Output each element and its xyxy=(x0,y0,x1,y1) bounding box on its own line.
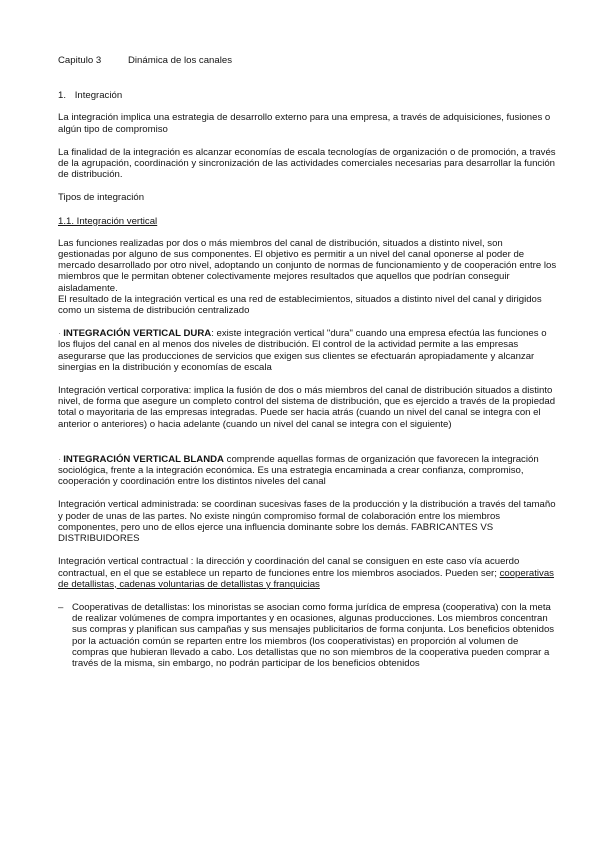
paragraph-finalidad: La finalidad de la integración es alcanzar economías de escala tecnologías de organización o de promoción, a través de la agrupación, coordinación y sincronización de las actividades comerciales necesarias para desarrollar la función de distribución. xyxy=(58,146,556,181)
paragraph-tipos: Tipos de integración xyxy=(58,192,145,204)
section-number: 1. xyxy=(58,90,67,102)
subsection-heading: 1.1. Integración vertical xyxy=(58,215,158,227)
section-heading xyxy=(58,90,557,101)
paragraph-funciones: Las funciones realizadas por dos o más miembros del canal de distribución, situados a distinto nivel, son gestionadas por alguno de sus componentes. El objetivo es permitir a un nivel del canal oponerse al poder de mercado desarrollado por otro nivel, adoptando un conjunto de normas de funcionamiento y de cooperación entre los miembros que le permitan obtener colectivamente mejores resultados que aquellos que podrían conseguir aisladamente. xyxy=(58,237,557,294)
paragraph-administrada: Integración vertical administrada: se coordinan sucesivas fases de la producción y la distribución a través del tamaño y poder de unas de las partes. No existe ningún compromiso formal de colaboración entre los miembros componentes, pero uno de ellos ejerce una influencia dominante sobre los demás. FABRICANTES VS DISTRIBUIDORES xyxy=(58,499,556,545)
paragraph-resultado: El resultado de la integración vertical es una red de establecimientos, situados a distinto nivel del canal y dirigidos como un sistema de distribución centralizado xyxy=(58,293,542,317)
contractual-types: cooperativas de detallistas, cadenas voluntarias de detallistas y franquicias xyxy=(58,567,554,590)
term-vertical-dura: INTEGRACIÓN VERTICAL DURA xyxy=(63,328,212,340)
contractual-text: Integración vertical contractual : la dirección y coordinación del canal se consiguen en este caso vía acuerdo contractual, en el que se establece un reparto de funciones entre los miembros asociados. Pueden ser; xyxy=(58,556,520,579)
list-dash: – xyxy=(58,601,64,613)
bullet-marker: · xyxy=(58,328,62,340)
paragraph-integracion-def: La integración implica una estrategia de desarrollo externo para una empresa, a través de adquisiciones, fusiones o algún tipo de compromiso xyxy=(58,112,551,135)
term-vertical-blanda: INTEGRACIÓN VERTICAL BLANDA xyxy=(63,453,224,465)
list-item-cooperativas xyxy=(58,602,557,669)
page-header xyxy=(58,55,557,66)
chapter-title: Dinámica de los canales xyxy=(128,55,232,66)
section-title: Integración xyxy=(74,90,123,102)
paragraph-contractual xyxy=(58,556,557,590)
cooperativas-text: Cooperativas de detallistas: los minoristas se asocian como forma jurídica de empresa (cooperativa) con la meta de realizar volúmenes de compra importantes y en ocasiones, algunas producciones. Los miembros concentran sus compras y planifican sus campañas y sus mensajes publicitarios de forma conjunta. Los beneficios obtenidos por la actuación común se reparten entre los miembros (los cooperativistas) en proporción al volumen de compras que hubieran llevado a cabo. Los detallistas que no son miembros de la cooperativa pueden comprar a través de la misma, sin embargo, no podrán participar de los beneficios obtenidos xyxy=(72,601,555,669)
paragraph-vertical-blanda xyxy=(58,454,557,488)
paragraph-vertical-dura xyxy=(58,328,557,373)
paragraph-corporativa: Integración vertical corporativa: implica la fusión de dos o más miembros del canal de distribución situados a distinto nivel, de forma que asegure un completo control del sistema de distribución, que es ejercido a través de la propiedad total o mayoritaria de las empresas integradas. Puede ser hacia atrás (cuando un nivel del canal se integra con el anterior o anteriores) o hacia adelante (cuando un nivel del canal se integra con el siguiente) xyxy=(58,385,556,430)
bullet-marker: · xyxy=(58,453,62,465)
vertical-dura-text: : existe integración vertical "dura" cuando una empresa efectúa las funciones o los flujos del canal en al menos dos niveles de distribución. El control de la actividad permite a las empresas asegurarse que las producciones de servicios que exigen sus clientes se efectuarán apropiadamente y alcanzar sinergias en la distribución y economías de escala xyxy=(58,328,547,373)
vertical-blanda-text: comprende aquellas formas de organización que favorecen la integración sociológica, frente a la integración económica. Es una estrategia encaminada a crear confianza, compromiso, cooperación y coordinación entre los distintos niveles del canal xyxy=(58,453,539,488)
chapter-label: Capitulo 3 xyxy=(58,55,102,66)
